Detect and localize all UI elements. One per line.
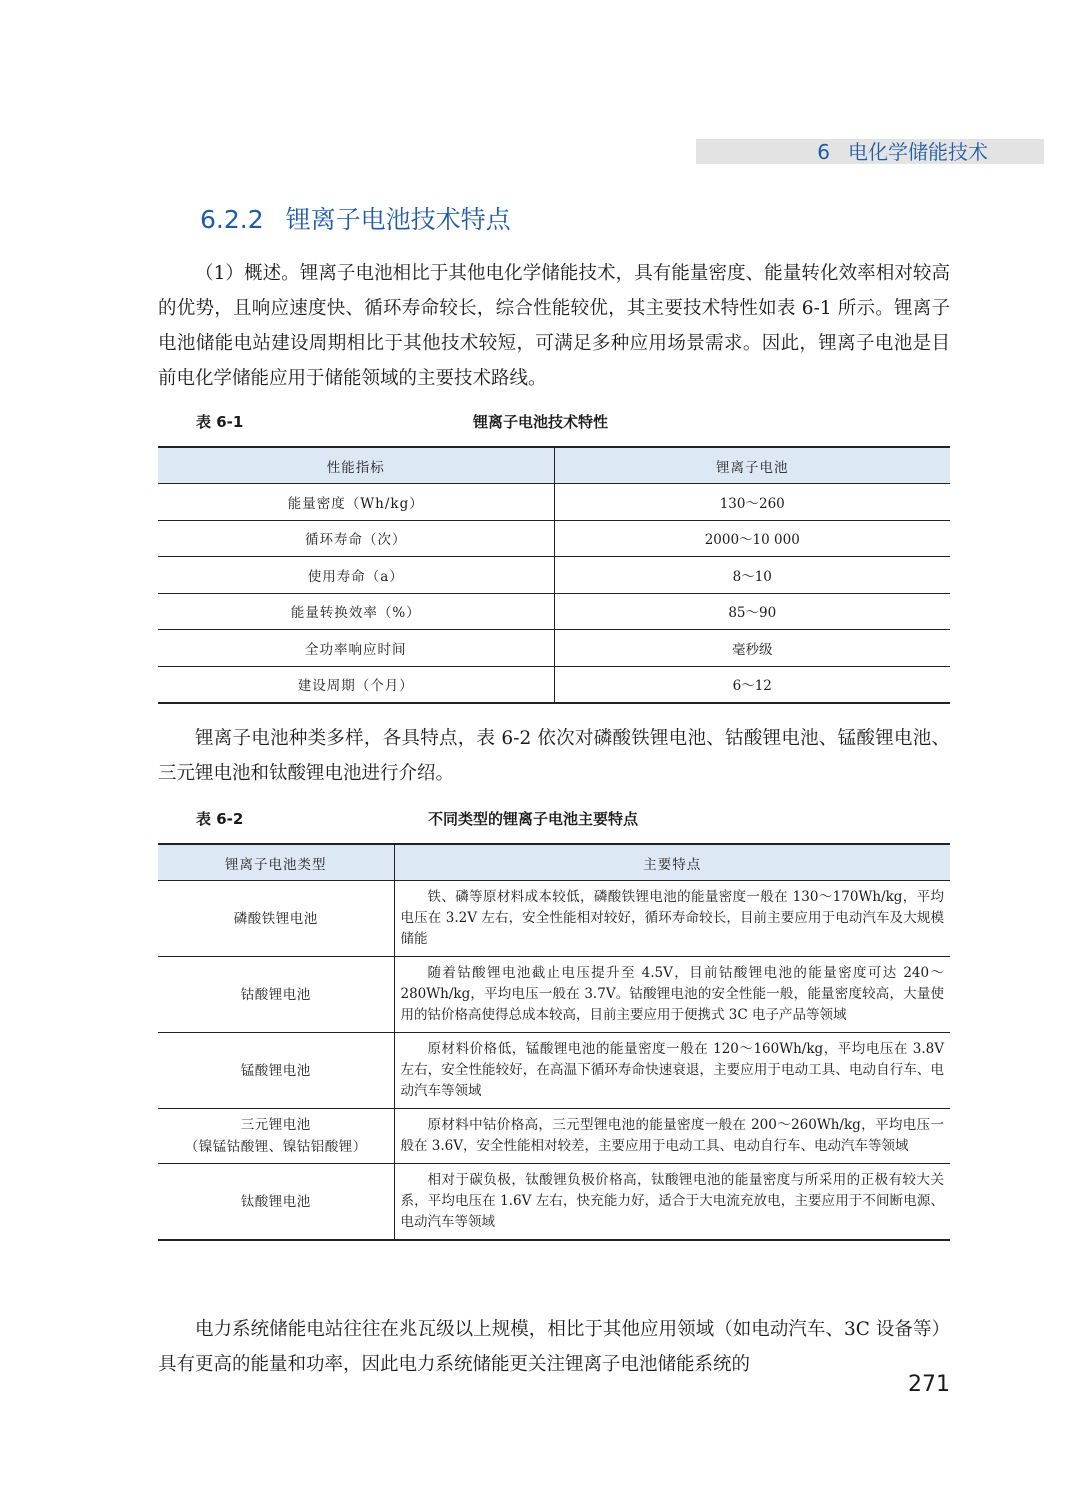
table-row (158, 957, 950, 1033)
battery-type-subtitle: （镍锰钴酸锂、镍钴铝酸锂） (184, 1139, 367, 1155)
table2-title: 不同类型的锂离子电池主要特点 (428, 810, 639, 828)
battery-type: 钴酸锂电池 (240, 986, 311, 1003)
battery-type-cell (158, 957, 394, 1033)
battery-type-cell (158, 881, 394, 957)
table2-header-row (158, 844, 950, 881)
feature-cell: 原材料中钴价格高，三元型锂电池的能量密度一般在 200～260Wh/kg，平均电压一般在 3.6V，安全性能相对较差，主要应用于电动工具、电动自行车、电动汽车等领域 (394, 1109, 950, 1164)
section-title: 锂离子电池技术特点 (285, 205, 511, 234)
table-row (158, 666, 950, 703)
paragraph-types-intro: 锂离子电池种类多样，各具特点，表 6-2 依次对磷酸铁锂电池、钴酸锂电池、锰酸锂电池、三元锂电池和钛酸锂电池进行介绍。 (158, 728, 950, 784)
table-row (158, 557, 950, 594)
section-number: 6.2.2 (200, 205, 264, 234)
table-cell: 循环寿命（次） (158, 520, 554, 557)
battery-type-cell (158, 1033, 394, 1109)
chapter-header (817, 140, 988, 164)
paragraph-overview: （1）概述。锂离子电池相比于其他电化学储能技术，具有能量密度、能量转化效率相对较高的优势，且响应速度快、循环寿命较长，综合性能较优，其主要技术特性如表 6-1 所示。锂离子电池储能电站建设周期相比于其他技术较短，可满足多种应用场景需求。因此，锂离子电池是目前电化学储能应用于储能领域的主要技术路线。 (158, 263, 950, 389)
table-cell: 使用寿命（a） (158, 557, 554, 594)
table-cell: 2000～10 000 (554, 520, 950, 557)
table-row (158, 520, 950, 557)
table2-caption (196, 807, 950, 831)
table-row (158, 593, 950, 630)
section-heading (200, 201, 511, 239)
table-row (158, 1033, 950, 1109)
feature-cell: 铁、磷等原材料成本较低，磷酸铁锂电池的能量密度一般在 130～170Wh/kg，平均电压在 3.2V 左右，安全性能相对较好，循环寿命较长，目前主要应用于电动汽车及大规模储能 (394, 881, 950, 957)
battery-type-cell (158, 1164, 394, 1241)
table-row (158, 1109, 950, 1164)
chapter-number: 6 (817, 140, 830, 164)
table1-caption (196, 410, 950, 434)
table-cell: 85～90 (554, 593, 950, 630)
battery-type: 三元锂电池 (240, 1117, 311, 1133)
feature-cell: 相对于碳负极，钛酸锂负极价格高，钛酸锂电池的能量密度与所采用的正极有较大关系，平均电压在 1.6V 左右，快充能力好，适合于大电流充放电，主要应用于不间断电源、电动汽车等领域 (394, 1164, 950, 1241)
table1-header-row (158, 447, 950, 484)
battery-type: 磷酸铁锂电池 (233, 910, 318, 927)
table-cell: 能量转换效率（%） (158, 593, 554, 630)
table2-header-cell: 锂离子电池类型 (158, 844, 394, 881)
battery-type: 钛酸锂电池 (240, 1193, 311, 1210)
battery-type: 锰酸锂电池 (240, 1062, 311, 1079)
table-row (158, 630, 950, 667)
table-cell: 建设周期（个月） (158, 666, 554, 703)
table1-label: 表 6-1 (196, 413, 244, 431)
paragraph-power-system: 电力系统储能电站往往在兆瓦级以上规模，相比于其他应用领域（如电动汽车、3C 设备等）具有更高的能量和功率，因此电力系统储能更关注锂离子电池储能系统的 (158, 1319, 950, 1375)
table1-header-cell: 锂离子电池 (554, 447, 950, 484)
table2-header-cell: 主要特点 (394, 844, 950, 881)
table-cell: 6～12 (554, 666, 950, 703)
table-row (158, 881, 950, 957)
table1 (158, 446, 950, 704)
table-cell: 8～10 (554, 557, 950, 594)
feature-cell: 原材料价格低，锰酸锂电池的能量密度一般在 120～160Wh/kg，平均电压在 3.8V 左右，安全性能较好，在高温下循环寿命快速衰退，主要应用于电动工具、电动自行车、电动汽车等领域 (394, 1033, 950, 1109)
table-row (158, 484, 950, 521)
table-cell: 130～260 (554, 484, 950, 521)
table-cell: 毫秒级 (554, 630, 950, 667)
table-cell: 能量密度（Wh/kg） (158, 484, 554, 521)
table-cell: 全功率响应时间 (158, 630, 554, 667)
battery-type-cell (158, 1109, 394, 1164)
feature-cell: 随着钴酸锂电池截止电压提升至 4.5V，目前钴酸锂电池的能量密度可达 240～280Wh/kg，平均电压一般在 3.7V。钴酸锂电池的安全性能一般，能量密度较高，大量使用的钴价格高使得总成本较高，目前主要应用于便携式 3C 电子产品等领域 (394, 957, 950, 1033)
table2 (158, 843, 950, 1241)
table2-label: 表 6-2 (196, 810, 244, 828)
page-number: 271 (908, 1372, 950, 1397)
chapter-title: 电化学储能技术 (848, 140, 988, 164)
table-row (158, 1164, 950, 1241)
table1-header-cell: 性能指标 (158, 447, 554, 484)
table1-title: 锂离子电池技术特性 (473, 413, 609, 431)
